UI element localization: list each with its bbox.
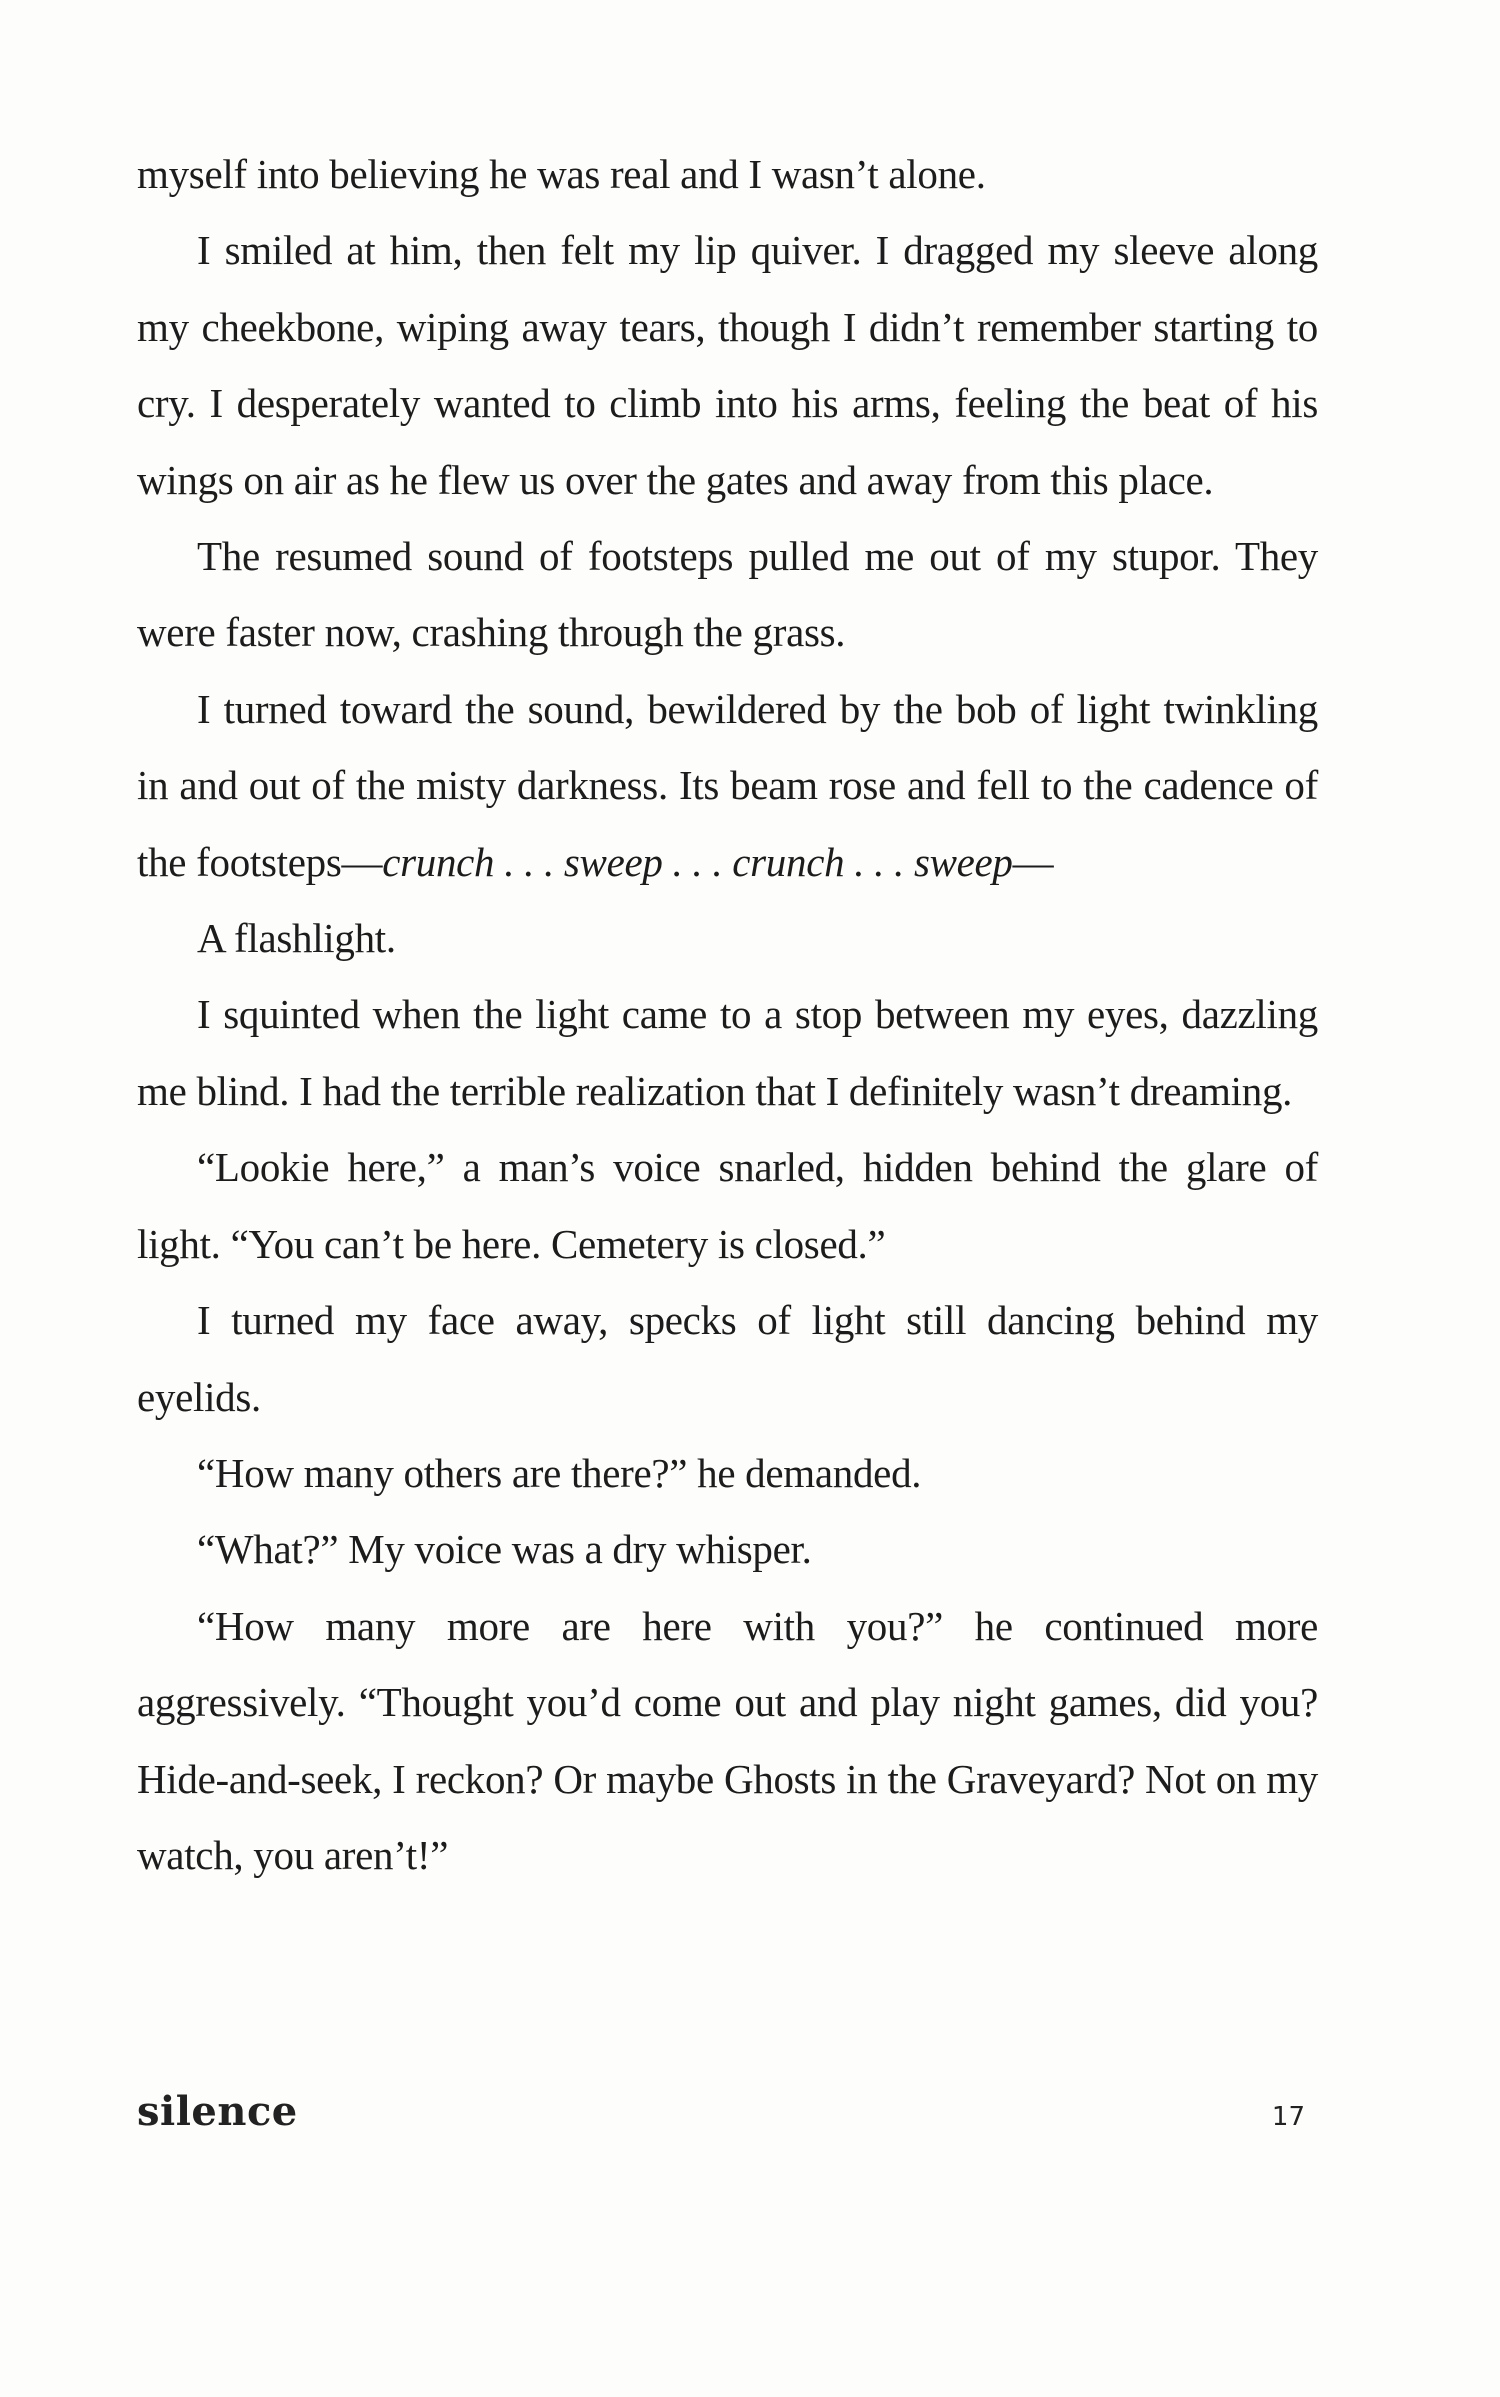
paragraph-6: I squinted when the light came to a stop between my eyes, dazzling me blind. I had the terrible realization that I definitely wasn’t dreaming. bbox=[137, 991, 1318, 1114]
paragraph-1: myself into believing he was real and I wasn’t alone. bbox=[137, 151, 986, 197]
paragraph-4 bbox=[137, 671, 1318, 900]
paragraph-4-sound-effect: crunch . . . sweep . . . crunch . . . sweep bbox=[382, 838, 1013, 885]
paragraph-2: I smiled at him, then felt my lip quiver. I dragged my sleeve along my cheekbone, wiping away tears, though I didn’t remember starting to cry. I desperately wanted to climb into his arms, feeling the beat of his wings on air as he flew us over the gates and away from this place. bbox=[137, 227, 1318, 503]
paragraph-10: “What?” My voice was a dry whisper. bbox=[197, 1526, 812, 1573]
paragraph-8: I turned my face away, specks of light still dancing behind my eyelids. bbox=[137, 1297, 1318, 1420]
paragraph-4-text: I turned toward the sound, bewildered by the bob of light twinkling in and out of the misty darkness. Its beam rose and fell to the cadence of the footsteps— bbox=[137, 685, 1318, 885]
paragraph-3: The resumed sound of footsteps pulled me out of my stupor. They were faster now, crashing through the grass. bbox=[137, 533, 1318, 656]
paragraph-7: “Lookie here,” a man’s voice snarled, hidden behind the glare of light. “You can’t be here. Cemetery is closed.” bbox=[137, 1144, 1318, 1267]
running-footer-title: silence bbox=[137, 2088, 298, 2135]
paragraph-4-dash: — bbox=[1012, 838, 1054, 885]
paragraph-11: “How many more are here with you?” he continued more aggressively. “Thought you’d come out and play night games, did you? Hide-and-seek, I reckon? Or maybe Ghosts in the Graveyard? Not on my watch, you aren’t!” bbox=[137, 1602, 1318, 1878]
body-text bbox=[137, 136, 1318, 1893]
paragraph-9: “How many others are there?” he demanded. bbox=[197, 1449, 922, 1496]
paragraph-5: A flashlight. bbox=[197, 915, 396, 962]
page-number: 17 bbox=[1271, 2102, 1305, 2132]
